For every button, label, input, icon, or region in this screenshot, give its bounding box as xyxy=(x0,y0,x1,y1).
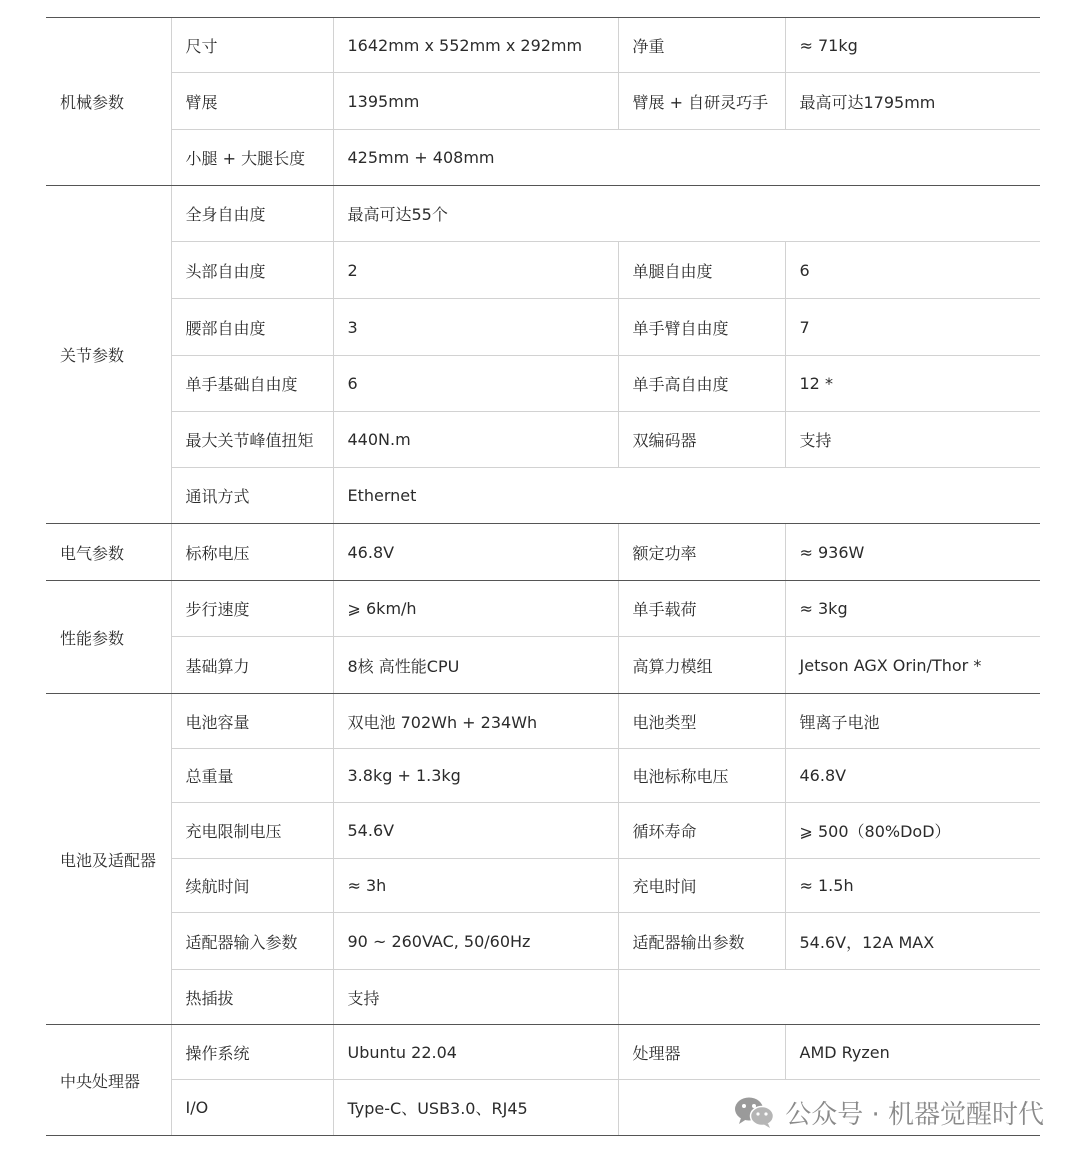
param-label: 单手载荷 xyxy=(618,581,785,637)
category-label: 性能参数 xyxy=(46,581,171,694)
param-label: 头部自由度 xyxy=(171,242,333,299)
param-value: Type-C、USB3.0、RJ45 xyxy=(333,1080,618,1136)
param-label: 循环寿命 xyxy=(618,803,785,859)
param-value: Jetson AGX Orin/Thor * xyxy=(785,637,1040,694)
param-label: 双编码器 xyxy=(618,412,785,468)
table-row xyxy=(46,468,1040,524)
param-label: 热插拔 xyxy=(171,970,333,1025)
param-value: ≈ 3kg xyxy=(785,581,1040,637)
param-label: 单手臂自由度 xyxy=(618,299,785,356)
param-label: 小腿 + 大腿长度 xyxy=(171,130,333,186)
param-label: 续航时间 xyxy=(171,859,333,913)
param-value: ≈ 936W xyxy=(785,524,1040,581)
param-label: 步行速度 xyxy=(171,581,333,637)
param-value: 6 xyxy=(333,356,618,412)
category-label: 电池及适配器 xyxy=(46,694,171,1025)
param-label: 腰部自由度 xyxy=(171,299,333,356)
param-label: I/O xyxy=(171,1080,333,1136)
empty-cell xyxy=(618,970,1040,1025)
table-row xyxy=(46,913,1040,970)
param-label: 臂展 + 自研灵巧手 xyxy=(618,73,785,130)
param-label: 适配器输入参数 xyxy=(171,913,333,970)
param-value: 46.8V xyxy=(785,749,1040,803)
param-label: 电池标称电压 xyxy=(618,749,785,803)
param-label: 电池类型 xyxy=(618,694,785,749)
param-value: ⩾ 6km/h xyxy=(333,581,618,637)
param-label: 基础算力 xyxy=(171,637,333,694)
table-row xyxy=(46,242,1040,299)
wechat-icon xyxy=(733,1095,775,1129)
param-label: 通讯方式 xyxy=(171,468,333,524)
table-row xyxy=(46,1025,1040,1080)
param-value: 1395mm xyxy=(333,73,618,130)
param-value: 3 xyxy=(333,299,618,356)
param-label: 标称电压 xyxy=(171,524,333,581)
param-label: 单腿自由度 xyxy=(618,242,785,299)
table-row xyxy=(46,581,1040,637)
param-value: 2 xyxy=(333,242,618,299)
param-value: 54.6V xyxy=(333,803,618,859)
table-row xyxy=(46,524,1040,581)
param-value: 1642mm x 552mm x 292mm xyxy=(333,18,618,73)
param-value: 425mm + 408mm xyxy=(333,130,1040,186)
param-value: Ubuntu 22.04 xyxy=(333,1025,618,1080)
param-value: 7 xyxy=(785,299,1040,356)
param-value: 最高可达55个 xyxy=(333,186,1040,242)
param-value: 双电池 702Wh + 234Wh xyxy=(333,694,618,749)
param-label: 适配器输出参数 xyxy=(618,913,785,970)
category-label: 电气参数 xyxy=(46,524,171,581)
param-value: AMD Ryzen xyxy=(785,1025,1040,1080)
param-label: 总重量 xyxy=(171,749,333,803)
table-row xyxy=(46,749,1040,803)
category-label: 中央处理器 xyxy=(46,1025,171,1136)
param-value: 54.6V，12A MAX xyxy=(785,913,1040,970)
param-value: Ethernet xyxy=(333,468,1040,524)
table-row xyxy=(46,356,1040,412)
param-label: 高算力模组 xyxy=(618,637,785,694)
param-value: 12 * xyxy=(785,356,1040,412)
param-label: 单手基础自由度 xyxy=(171,356,333,412)
param-value: ⩾ 500（80%DoD） xyxy=(785,803,1040,859)
table-row xyxy=(46,186,1040,242)
param-label: 最大关节峰值扭矩 xyxy=(171,412,333,468)
param-label: 操作系统 xyxy=(171,1025,333,1080)
param-label: 充电时间 xyxy=(618,859,785,913)
param-label: 尺寸 xyxy=(171,18,333,73)
param-label: 额定功率 xyxy=(618,524,785,581)
category-label: 机械参数 xyxy=(46,18,171,186)
table-row xyxy=(46,73,1040,130)
param-value: 440N.m xyxy=(333,412,618,468)
table-row xyxy=(46,130,1040,186)
category-label: 关节参数 xyxy=(46,186,171,524)
param-value: 46.8V xyxy=(333,524,618,581)
table-row xyxy=(46,412,1040,468)
param-value: 90 ~ 260VAC, 50/60Hz xyxy=(333,913,618,970)
table-row xyxy=(46,803,1040,859)
spec-table xyxy=(46,17,1040,1136)
param-value: 3.8kg + 1.3kg xyxy=(333,749,618,803)
param-value: 最高可达1795mm xyxy=(785,73,1040,130)
param-label: 充电限制电压 xyxy=(171,803,333,859)
param-label: 全身自由度 xyxy=(171,186,333,242)
param-label: 单手高自由度 xyxy=(618,356,785,412)
table-row xyxy=(46,970,1040,1025)
param-value: ≈ 3h xyxy=(333,859,618,913)
watermark-text: 公众号 · 机器觉醒时代 xyxy=(785,1099,1044,1130)
table-row xyxy=(46,637,1040,694)
param-label: 臂展 xyxy=(171,73,333,130)
param-value: 支持 xyxy=(333,970,618,1025)
param-value: ≈ 1.5h xyxy=(785,859,1040,913)
table-row xyxy=(46,694,1040,749)
param-value: ≈ 71kg xyxy=(785,18,1040,73)
param-label: 处理器 xyxy=(618,1025,785,1080)
param-value: 锂离子电池 xyxy=(785,694,1040,749)
param-value: 6 xyxy=(785,242,1040,299)
param-label: 净重 xyxy=(618,18,785,73)
table-row xyxy=(46,299,1040,356)
watermark xyxy=(733,1092,1044,1132)
table-row xyxy=(46,18,1040,73)
param-label: 电池容量 xyxy=(171,694,333,749)
table-row xyxy=(46,859,1040,913)
param-value: 支持 xyxy=(785,412,1040,468)
param-value: 8核 高性能CPU xyxy=(333,637,618,694)
